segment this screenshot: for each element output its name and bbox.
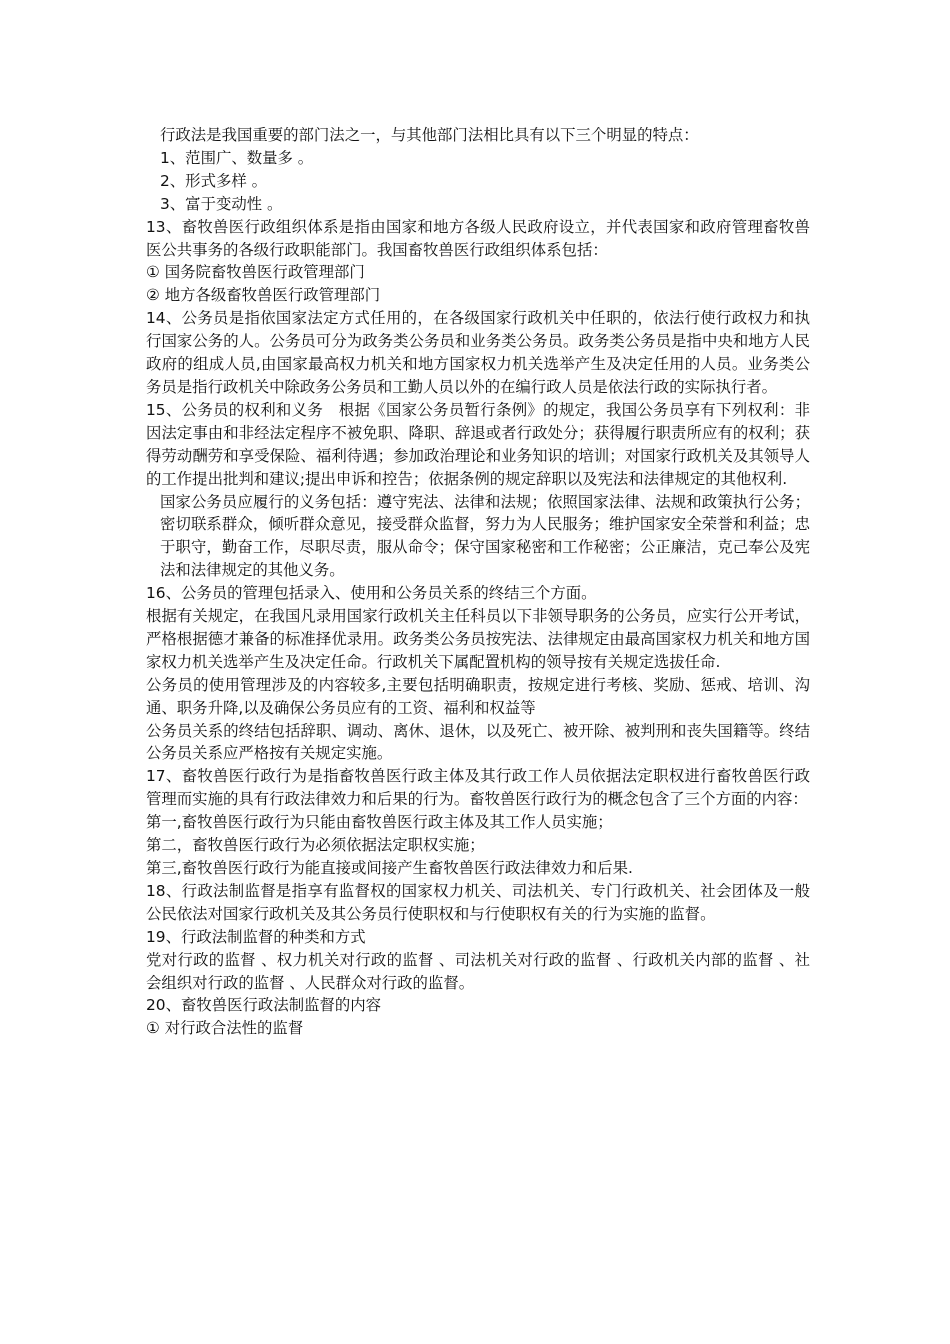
list-item: 第二，畜牧兽医行政行为必须依据法定职权实施； [146,836,485,855]
paragraph-13: 13、畜牧兽医行政组织体系是指由国家和地方各级人民政府设立，并代表国家和政府管理畜牧兽医公共事务的各级行政职能部门。我国畜牧兽医行政组织体系包括： [146,217,810,259]
paragraph-15-duties: 国家公务员应履行的义务包括：遵守宪法、法律和法规；依照国家法律、法规和政策执行公务；密切联系群众，倾听群众意见，接受群众监督，努力为人民服务；维护国家安全荣誉和利益；忠于职守，勤奋工作，尽职尽责，服从命令；保守国家秘密和工作秘密；公正廉洁，克己奉公及宪法和法律规定的其他义务。 [160,492,810,580]
document-body [146,124,810,1040]
paragraph-intro: 行政法是我国重要的部门法之一，与其他部门法相比具有以下三个明显的特点： [160,126,699,144]
paragraph-16-recruitment: 根据有关规定，在我国凡录用国家行政机关主任科员以下非领导职务的公务员，应实行公开考试，严格根据德才兼备的标准择优录用。政务类公务员按宪法、法律规定由最高国家权力机关和地方国家权力机关选举产生及决定任命。行政机关下属配置机构的领导按有关规定选拔任命. [146,607,810,671]
list-item: ① 国务院畜牧兽医行政管理部门 [146,263,365,282]
paragraph-18: 18、行政法制监督是指享有监督权的国家权力机关、司法机关、专门行政机关、社会团体及一般公民依法对国家行政机关及其公务员行使职权和与行使职权有关的行为实施的监督。 [146,881,810,923]
list-item: ① 对行政合法性的监督 [146,1019,304,1038]
list-item: 2、形式多样 。 [160,171,268,190]
list-item: 第三,畜牧兽医行政行为能直接或间接产生畜牧兽医行政法律效力和后果. [146,859,633,877]
paragraph-19-heading: 19、行政法制监督的种类和方式 [146,927,366,946]
list-item: 1、范围广、数量多 。 [160,148,314,167]
paragraph-15: 15、公务员的权利和义务 根据《国家公务员暂行条例》的规定，我国公务员享有下列权利：非因法定事由和非经法定程序不被免职、降职、辞退或者行政处分；获得履行职责所应有的权利；获得劳动酬劳和享受保险、福利待遇；参加政治理论和业务知识的培训；对国家行政机关及其领导人的工作提出批判和建议;提出申诉和控告；依据条例的规定辞职以及宪法和法律规定的其他权利. [146,400,810,488]
paragraph-17: 17、畜牧兽医行政行为是指畜牧兽医行政主体及其行政工作人员依据法定职权进行畜牧兽医行政管理而实施的具有行政法律效力和后果的行为。畜牧兽医行政行为的概念包含了三个方面的内容： [146,767,810,809]
paragraph-16-usage: 公务员的使用管理涉及的内容较多,主要包括明确职责，按规定进行考核、奖励、惩戒、培训、沟通、职务升降,以及确保公务员应有的工资、福利和权益等 [146,675,810,717]
list-item: ② 地方各级畜牧兽医行政管理部门 [146,286,381,305]
paragraph-20-heading: 20、畜牧兽医行政法制监督的内容 [146,996,382,1015]
paragraph-16-termination: 公务员关系的终结包括辞职、调动、离休、退休，以及死亡、被开除、被判刑和丧失国籍等。终结公务员关系应严格按有关规定实施。 [146,721,810,763]
list-item: 3、富于变动性 。 [160,194,283,213]
paragraph-14: 14、公务员是指依国家法定方式任用的，在各级国家行政机关中任职的，依法行使行政权力和执行国家公务的人。公务员可分为政务类公务员和业务类公务员。政务类公务员是指中央和地方人民政府的组成人员,由国家最高权力机关和地方国家权力机关选举产生及决定任用的人员。业务类公务员是指行政机关中除政务公务员和工勤人员以外的在编行政人员是依法行政的实际执行者。 [146,309,810,396]
paragraph-19-body: 党对行政的监督 、权力机关对行政的监督 、司法机关对行政的监督 、行政机关内部的监督 、社会组织对行政的监督 、人民群众对行政的监督。 [146,950,810,992]
list-item: 第一,畜牧兽医行政行为只能由畜牧兽医行政主体及其工作人员实施； [146,813,613,832]
paragraph-16: 16、公务员的管理包括录入、使用和公务员关系的终结三个方面。 [146,584,597,603]
